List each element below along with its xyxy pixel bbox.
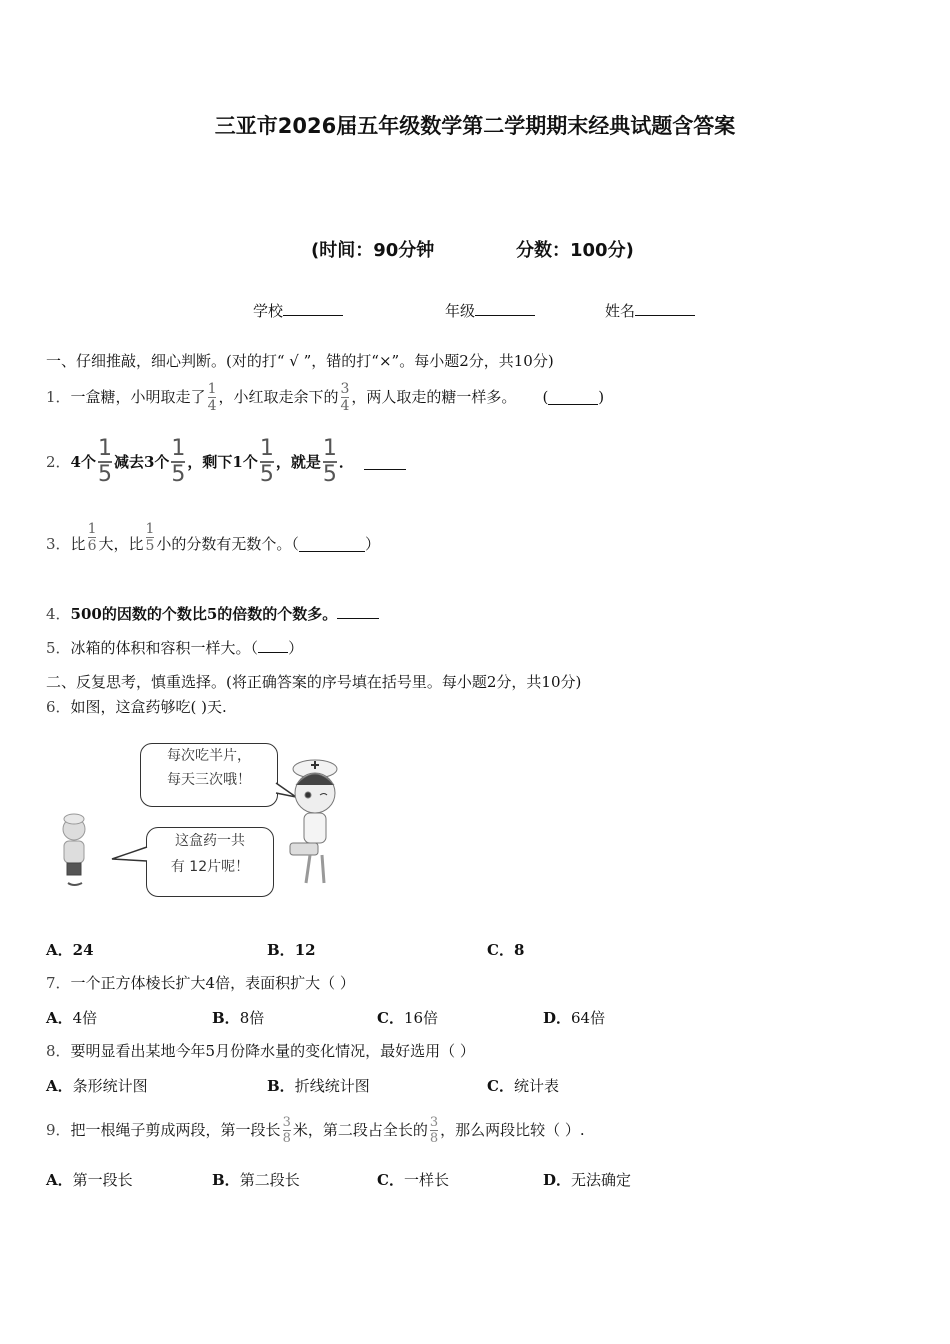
q2-answer-blank[interactable] — [364, 455, 406, 470]
question-6 — [46, 697, 227, 717]
denominator: 4 — [340, 397, 350, 414]
option-text: 24 — [72, 941, 94, 959]
name-field[interactable] — [605, 300, 695, 321]
q3-text-a: 比 — [70, 535, 86, 553]
option-text: 一样长 — [403, 1171, 449, 1189]
q7-number: 7． — [46, 974, 71, 992]
numerator: 1 — [97, 436, 112, 461]
name-label: 姓名 — [605, 302, 636, 320]
q1-fraction-b — [341, 382, 350, 413]
q8-text: 要明显看出某地今年5月份降水量的变化情况，最好选用（ ） — [70, 1042, 475, 1060]
numerator: 1 — [87, 520, 97, 537]
option-text: 统计表 — [513, 1077, 559, 1095]
numerator: 3 — [340, 380, 350, 397]
option-text: 4倍 — [72, 1009, 98, 1027]
option-letter: C． — [487, 941, 514, 959]
denominator: 8 — [429, 1130, 439, 1146]
document-title: 三亚市2026届五年级数学第二学期期末经典试题含答案 — [214, 114, 736, 138]
q2-fraction-1 — [98, 438, 112, 486]
q9-fraction-b — [430, 1116, 438, 1145]
q7-option-a[interactable] — [46, 1007, 97, 1028]
numerator: 1 — [207, 380, 217, 397]
q4-answer-blank[interactable] — [337, 604, 379, 619]
option-letter: A． — [46, 941, 73, 959]
option-text: 折线统计图 — [294, 1077, 370, 1095]
nurse-line-1: 每次吃半片， — [167, 748, 251, 764]
numerator: 1 — [145, 520, 155, 537]
q6-option-c[interactable] — [487, 939, 524, 960]
q9-number: 9． — [46, 1121, 71, 1139]
grade-field[interactable] — [445, 300, 535, 321]
option-letter: A． — [46, 1009, 73, 1027]
question-5 — [46, 638, 303, 658]
q8-number: 8． — [46, 1042, 71, 1060]
nurse-line-2: 每天三次哦！ — [167, 772, 251, 788]
q8-option-b[interactable] — [267, 1075, 370, 1096]
option-text: 第一段长 — [72, 1171, 133, 1189]
denominator: 5 — [171, 462, 186, 487]
section2-heading: 二、反复思考，慎重选择。(将正确答案的序号填在括号里。每小题2分，共10分) — [46, 673, 582, 691]
option-text: 无法确定 — [571, 1171, 632, 1189]
q7-option-d[interactable] — [543, 1007, 605, 1028]
denominator: 8 — [282, 1130, 291, 1146]
q5-text: 冰箱的体积和容积一样大。（ — [70, 639, 259, 657]
q2-text-c: ，剩下1个 — [187, 453, 258, 471]
q1-fraction-a — [208, 382, 217, 413]
q9-option-b[interactable] — [212, 1169, 300, 1190]
q7-option-c[interactable] — [377, 1007, 438, 1028]
numerator: 1 — [259, 436, 274, 461]
numerator: 1 — [322, 436, 337, 461]
q9-text-c: ，那么两段比较（ ）. — [440, 1121, 585, 1139]
school-blank[interactable] — [283, 301, 343, 316]
option-text: 12 — [294, 941, 316, 959]
section1-heading: 一、仔细推敲，细心判断。(对的打“ √ ”，错的打“×”。每小题2分，共10分) — [46, 352, 554, 370]
numerator: 1 — [171, 436, 186, 461]
option-letter: D． — [543, 1009, 572, 1027]
question-8 — [46, 1041, 475, 1061]
exam-score: 分数：100分) — [516, 240, 634, 261]
q1-answer-blank[interactable] — [548, 390, 598, 405]
child-line-1: 这盒药一共 — [175, 833, 245, 849]
option-text: 8 — [513, 941, 525, 959]
grade-label: 年级 — [445, 302, 476, 320]
medicine-illustration — [50, 735, 360, 905]
q2-text-b: 减去3个 — [113, 453, 170, 471]
q3-number: 3． — [46, 535, 71, 553]
q2-text-d: ，就是 — [275, 453, 321, 471]
q8-option-c[interactable] — [487, 1075, 559, 1096]
q1-number: 1． — [46, 388, 71, 406]
option-letter: C． — [377, 1009, 404, 1027]
q1-text-a: 一盒糖，小明取走了 — [70, 388, 206, 406]
question-4 — [46, 604, 379, 624]
q9-option-a[interactable] — [46, 1169, 133, 1190]
q1-paren-open: ( — [542, 388, 549, 406]
q5-answer-blank[interactable] — [258, 638, 288, 653]
option-letter: B． — [267, 1077, 295, 1095]
q3-answer-blank[interactable] — [299, 537, 365, 552]
q1-text-b: ，小红取走余下的 — [218, 388, 339, 406]
q9-option-d[interactable] — [543, 1169, 631, 1190]
q6-option-a[interactable] — [46, 939, 94, 960]
option-text: 条形统计图 — [72, 1077, 148, 1095]
option-letter: A． — [46, 1171, 73, 1189]
q2-fraction-2 — [171, 438, 185, 486]
q4-number: 4． — [46, 605, 71, 623]
option-text: 16倍 — [403, 1009, 439, 1027]
school-label: 学校 — [253, 302, 284, 320]
denominator: 5 — [322, 462, 337, 487]
q3-fraction-a — [88, 522, 97, 553]
option-text: 8倍 — [239, 1009, 265, 1027]
q7-option-b[interactable] — [212, 1007, 264, 1028]
option-letter: B． — [212, 1009, 240, 1027]
denominator: 5 — [145, 537, 155, 554]
q9-text-a: 把一根绳子剪成两段，第一段长 — [70, 1121, 281, 1139]
q1-paren-close: ) — [598, 388, 605, 406]
q6-option-b[interactable] — [267, 939, 316, 960]
denominator: 6 — [87, 537, 97, 554]
option-text: 64倍 — [571, 1009, 606, 1027]
option-letter: C． — [487, 1077, 514, 1095]
question-1 — [46, 372, 604, 422]
q9-option-c[interactable] — [377, 1169, 449, 1190]
option-letter: B． — [267, 941, 295, 959]
question-7 — [46, 973, 355, 993]
q2-text-e: ． — [338, 453, 354, 471]
q3-text-d: ） — [364, 535, 380, 553]
option-letter: A． — [46, 1077, 73, 1095]
denominator: 5 — [97, 462, 112, 487]
q7-text: 一个正方体棱长扩大4倍，表面积扩大（ ） — [70, 974, 355, 992]
q3-text-c: 小的分数有无数个。（ — [156, 535, 299, 553]
question-9 — [46, 1108, 585, 1152]
option-letter: C． — [377, 1171, 404, 1189]
q6-number: 6． — [46, 698, 71, 716]
school-field[interactable] — [253, 300, 343, 321]
q2-fraction-3 — [260, 438, 274, 486]
question-2 — [46, 434, 406, 490]
q3-text-b: 大，比 — [98, 535, 144, 553]
question-3 — [46, 519, 380, 569]
cartoon-figures-icon — [50, 735, 360, 905]
numerator: 3 — [429, 1114, 439, 1130]
q2-text-a: 4个 — [70, 453, 96, 471]
q1-text-c: ，两人取走的糖一样多。 — [351, 388, 517, 406]
numerator: 3 — [282, 1114, 291, 1130]
option-text: 第二段长 — [239, 1171, 300, 1189]
q8-option-a[interactable] — [46, 1075, 148, 1096]
q2-number: 2． — [46, 453, 71, 471]
option-letter: B． — [212, 1171, 240, 1189]
q5-number: 5． — [46, 639, 71, 657]
q9-text-b: 米，第二段占全长的 — [292, 1121, 428, 1139]
exam-time: (时间：90分钟 — [311, 240, 435, 261]
q2-fraction-4 — [323, 438, 337, 486]
q4-text: 500的因数的个数比5的倍数的个数多。 — [70, 605, 338, 623]
denominator: 4 — [207, 397, 217, 414]
child-line-2: 有 12片呢！ — [170, 859, 250, 875]
q6-text: 如图，这盒药够吃( )天. — [70, 698, 227, 716]
denominator: 5 — [259, 462, 274, 487]
grade-blank[interactable] — [475, 301, 535, 316]
name-blank[interactable] — [635, 301, 695, 316]
option-letter: D． — [543, 1171, 572, 1189]
q3-fraction-b — [146, 522, 155, 553]
q9-fraction-a — [283, 1116, 291, 1145]
q5-close: ） — [288, 639, 304, 657]
